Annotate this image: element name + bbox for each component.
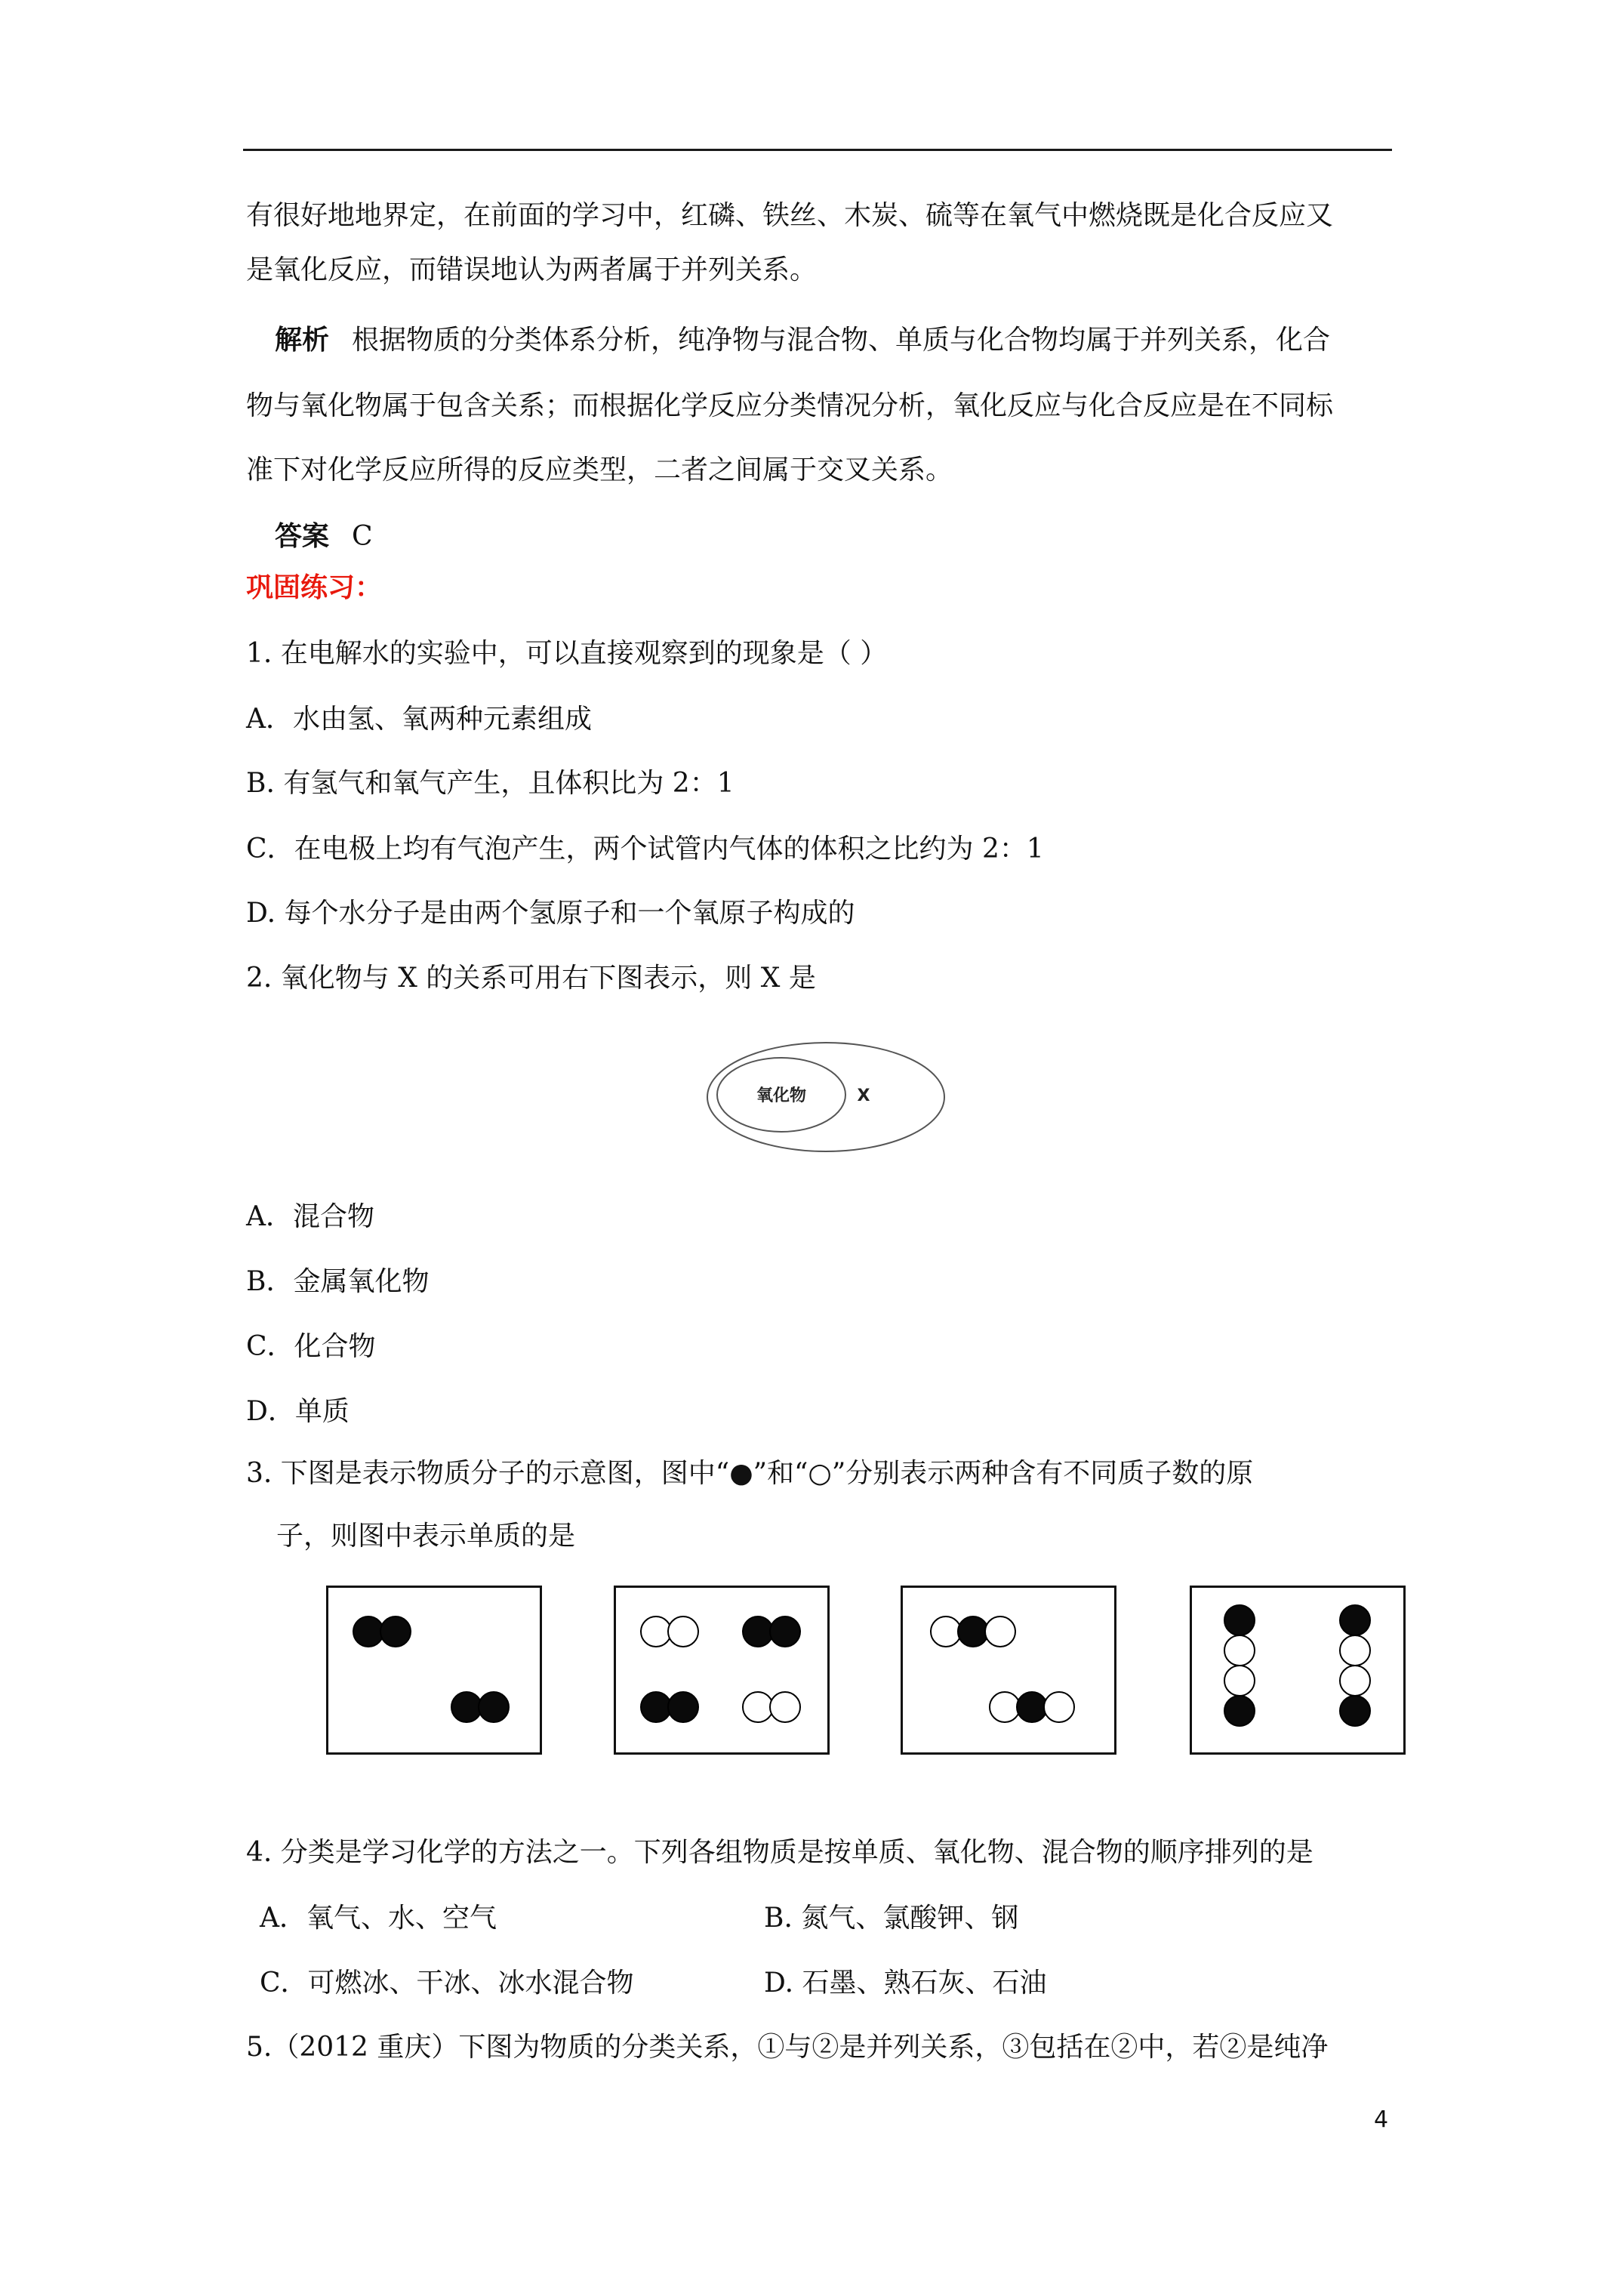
white-atom — [770, 1692, 800, 1722]
q1-option-d: D. 每个水分子是由两个氢原子和一个氧原子构成的 — [246, 898, 855, 929]
black-atom — [958, 1616, 988, 1647]
black-atom — [668, 1692, 698, 1722]
white-atom — [668, 1616, 698, 1647]
black-atom — [1224, 1696, 1255, 1726]
white-atom — [985, 1616, 1015, 1647]
q1-option-a: A．水由氢、氧两种元素组成 — [246, 704, 592, 735]
q2-option-b: B．金属氧化物 — [246, 1266, 430, 1297]
black-atom — [1340, 1696, 1370, 1726]
q2-option-d: D．单质 — [246, 1396, 350, 1427]
q4-option-d: D. 石墨、熟石灰、石油 — [764, 1968, 1047, 1999]
q2-option-a: A．混合物 — [246, 1201, 374, 1232]
black-atom — [1224, 1605, 1255, 1635]
black-atom — [770, 1616, 800, 1647]
white-atom — [1224, 1666, 1255, 1696]
q4-stem: 4. 分类是学习化学的方法之一。下列各组物质是按单质、氧化物、混合物的顺序排列的是 — [246, 1837, 1313, 1868]
white-atom — [1224, 1635, 1255, 1666]
q4-option-c: C．可燃冰、干冰、冰水混合物 — [260, 1968, 634, 1999]
answer-label: 答案 — [275, 520, 330, 552]
white-atom — [931, 1616, 961, 1647]
outer-label: X — [857, 1086, 870, 1105]
molecule-box-2 — [614, 1586, 830, 1755]
white-atom — [1044, 1692, 1074, 1722]
outer-ellipse-x — [707, 1043, 944, 1151]
analysis-text-1: 根据物质的分类体系分析，纯净物与混合物、单质与化合物均属于并列关系，化合 — [352, 325, 1331, 356]
q1-option-c: C．在电极上均有气泡产生，两个试管内气体的体积之比约为 2：1 — [246, 834, 1044, 864]
white-atom — [641, 1616, 671, 1647]
molecule-box-4 — [1190, 1586, 1406, 1755]
white-atom — [1340, 1666, 1370, 1696]
intro-line-2: 是氧化反应，而错误地认为两者属于并列关系。 — [246, 254, 818, 285]
q1-option-b: B. 有氢气和氧气产生，且体积比为 2：1 — [246, 768, 735, 799]
analysis-label: 解析 — [275, 324, 330, 356]
white-atom — [1340, 1635, 1370, 1666]
molecule-box-3 — [901, 1586, 1116, 1755]
oxide-relationship-diagram — [705, 1040, 947, 1154]
q2-option-c: C．化合物 — [246, 1331, 376, 1362]
black-atom — [641, 1692, 671, 1722]
practice-title: 巩固练习： — [246, 572, 383, 603]
q4-option-a: A．氧气、水、空气 — [260, 1903, 497, 1934]
intro-line-1: 有很好地地界定，在前面的学习中，红磷、铁丝、木炭、硫等在氧气中燃烧既是化合反应又 — [246, 200, 1334, 231]
white-atom — [990, 1692, 1020, 1722]
analysis-line-2: 物与氧化物属于包含关系；而根据化学反应分类情况分析，氧化反应与化合反应是在不同标 — [246, 390, 1334, 421]
q3-line-2: 子，则图中表示单质的是 — [276, 1521, 576, 1552]
q2-stem: 2. 氧化物与 X 的关系可用右下图表示，则 X 是 — [246, 963, 816, 994]
black-atom — [479, 1692, 509, 1722]
answer-value: C — [352, 521, 373, 552]
black-atom — [743, 1616, 773, 1647]
page-number: 4 — [1374, 2106, 1389, 2133]
q3-line-1: 3. 下图是表示物质分子的示意图，图中“●”和“○”分别表示两种含有不同质子数的原 — [246, 1458, 1254, 1489]
molecule-box-1 — [326, 1586, 542, 1755]
header-rule — [243, 149, 1392, 151]
q1-stem: 1. 在电解水的实验中，可以直接观察到的现象是（ ） — [246, 638, 888, 669]
analysis-line-3: 准下对化学反应所得的反应类型，二者之间属于交叉关系。 — [246, 455, 953, 485]
inner-label: 氧化物 — [756, 1086, 807, 1105]
white-atom — [743, 1692, 773, 1722]
answer-line — [275, 519, 373, 553]
black-atom — [1340, 1605, 1370, 1635]
black-atom — [353, 1616, 383, 1647]
black-atom — [1017, 1692, 1047, 1722]
q4-option-b: B. 氮气、氯酸钾、钢 — [764, 1903, 1019, 1934]
analysis-line-1 — [275, 323, 1330, 357]
black-atom — [380, 1616, 411, 1647]
black-atom — [451, 1692, 482, 1722]
q5-stem: 5.（2012 重庆）下图为物质的分类关系，①与②是并列关系，③包括在②中，若②是纯净 — [246, 2032, 1329, 2063]
